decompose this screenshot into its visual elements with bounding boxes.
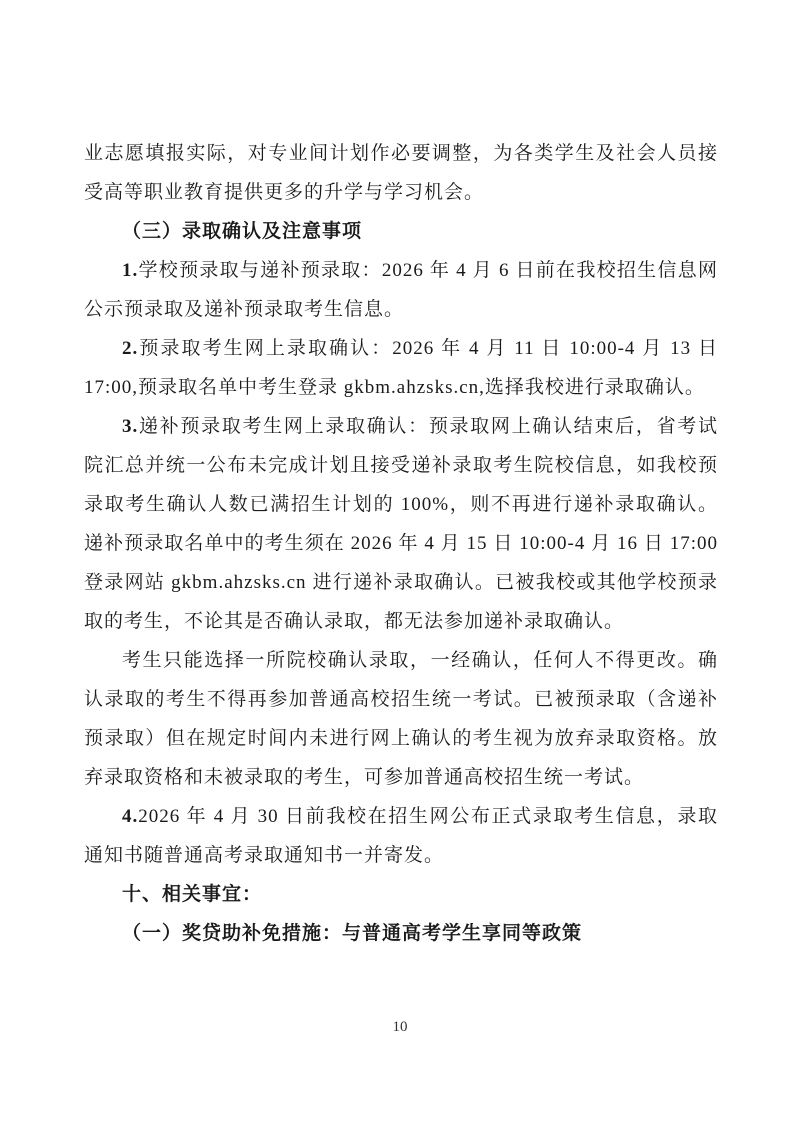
- paragraph-text: 业志愿填报实际，对专业间计划作必要调整，为各类学生及社会人员接受高等职业教育提供更多的升学与学习机会。: [84, 143, 718, 203]
- heading-text: （三）录取确认及注意事项: [122, 221, 363, 242]
- section-heading-related-matters: [84, 875, 718, 914]
- paragraph-text: 2026 年 4 月 30 日前我校在招生网公布正式录取考生信息，录取通知书随普通高考录取通知书一并寄发。: [84, 806, 718, 866]
- list-number: 2.: [122, 338, 139, 359]
- page-number: 10: [392, 1019, 408, 1035]
- paragraph-text: 递补预录取考生网上录取确认：预录取网上确认结束后，省考试院汇总并统一公布未完成计划且接受递补录取考生院校信息，如我校预录取考生确认人数已满招生计划的 100%，则不再进行递补录取确认。递补预录取名单中的考生须在 2026 年 4 月 15 日 10:00-4 月 16 日 17:00 登录网站 gkbm.ahzsks.cn 进行递补录取确认。已被我校或其他学校预录取的考生，不论其是否确认录取，都无法参加递补录取确认。: [84, 416, 718, 632]
- heading-text: 十、相关事宜：: [122, 884, 263, 905]
- paragraph-item-3: [84, 407, 718, 641]
- paragraph-text: 学校预录取与递补预录取：2026 年 4 月 6 日前在我校招生信息网公示预录取及递补预录取考生信息。: [84, 260, 718, 320]
- paragraph-item-1: [84, 251, 718, 329]
- list-number: 1.: [122, 260, 139, 281]
- paragraph-continuation: [84, 134, 718, 212]
- paragraph-item-2: [84, 329, 718, 407]
- list-number: 3.: [122, 416, 139, 437]
- paragraph-item-4: [84, 797, 718, 875]
- paragraph-single-choice-note: [84, 641, 718, 797]
- section-heading-aid-policy: [84, 914, 718, 953]
- document-body: [84, 134, 718, 953]
- paragraph-text: 预录取考生网上录取确认：2026 年 4 月 11 日 10:00-4 月 13 日 17:00,预录取名单中考生登录 gkbm.ahzsks.cn,选择我校进行录取确认。: [84, 338, 718, 398]
- page-footer: [0, 1018, 800, 1036]
- section-heading-recruit-confirm: [84, 212, 718, 251]
- heading-text: （一）奖贷助补免措施：与普通高考学生享同等政策: [122, 923, 583, 944]
- list-number: 4.: [122, 806, 139, 827]
- paragraph-text: 考生只能选择一所院校确认录取，一经确认，任何人不得更改。确认录取的考生不得再参加普通高校招生统一考试。已被预录取（含递补预录取）但在规定时间内未进行网上确认的考生视为放弃录取资格。放弃录取资格和未被录取的考生，可参加普通高校招生统一考试。: [84, 650, 718, 788]
